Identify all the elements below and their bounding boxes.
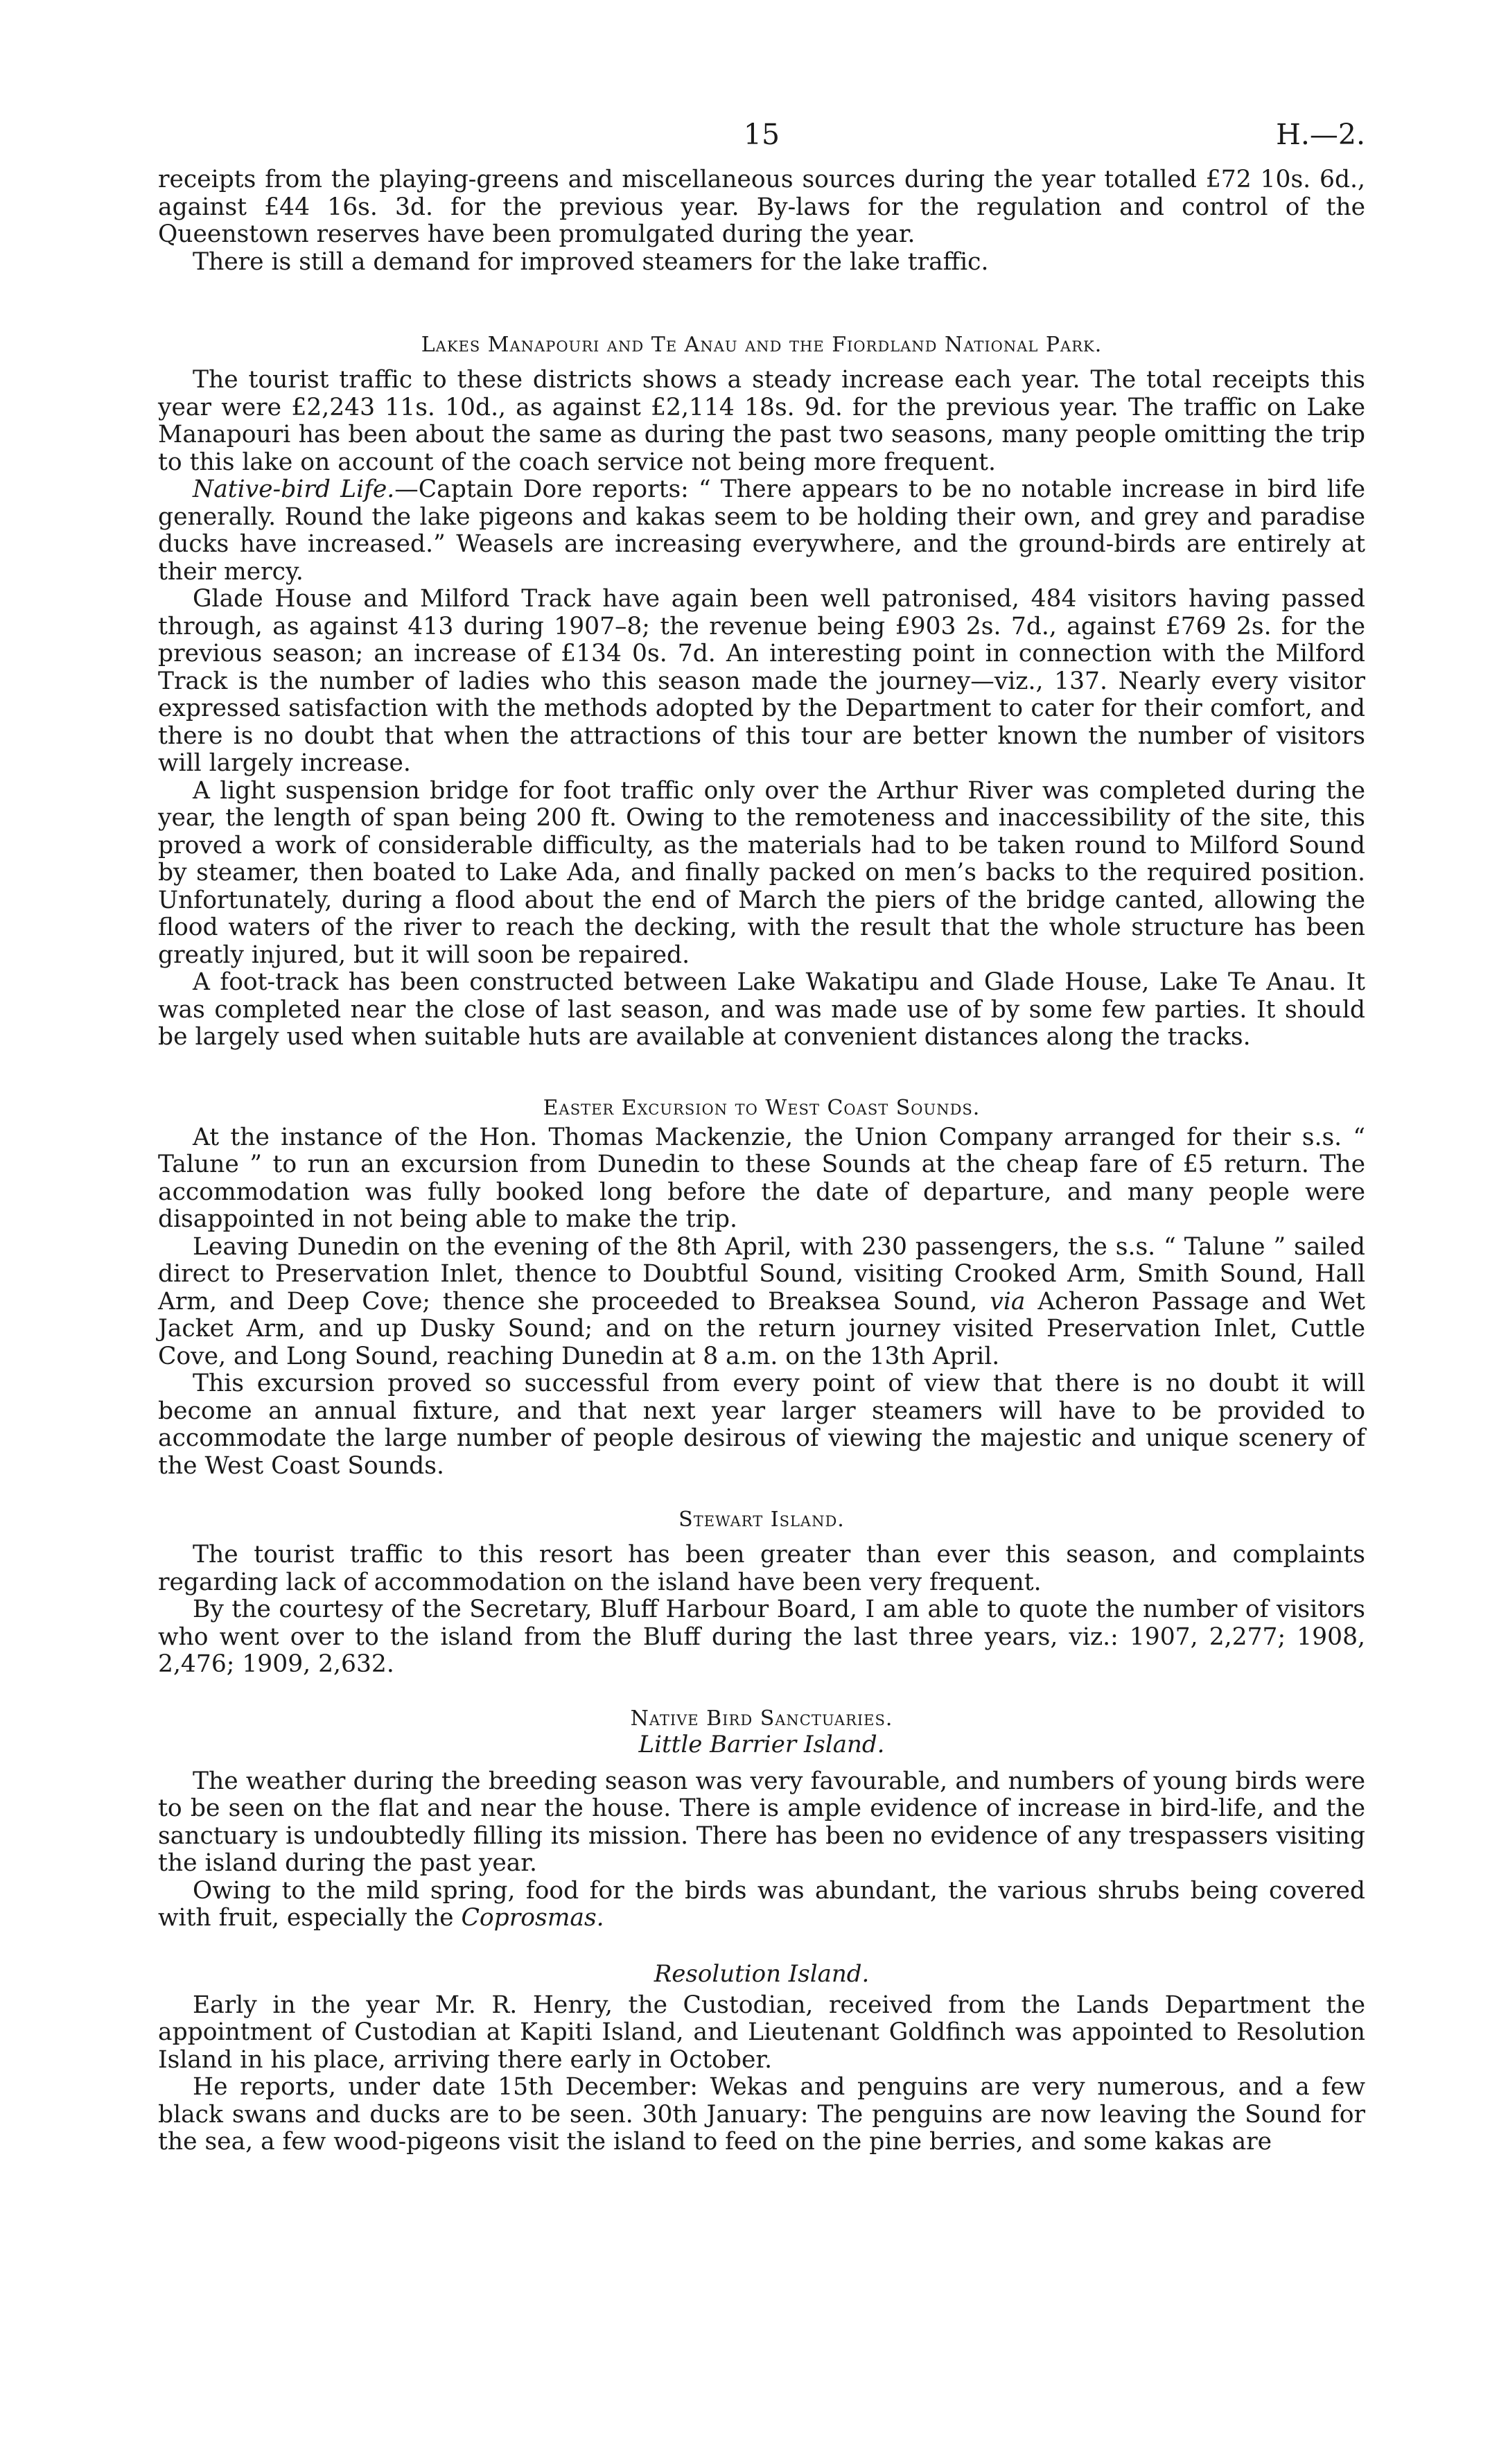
paragraph: There is still a demand for improved steamers for the lake traffic. — [193, 247, 989, 276]
paragraph — [158, 476, 1365, 586]
page-header — [158, 0, 1365, 166]
paragraph: At the instance of the Hon. Thomas Mackenzie, the Union Company arranged for their s.s. “ Talune ” to run an excursion from Dunedin to these Sounds at the cheap fare of £5 return. The accommodation was fully booked long before the date of departure, and many people were disappointed in not being able to make the trip. — [158, 1123, 1365, 1233]
section-heading: Stewart Island. — [678, 1508, 845, 1532]
document-reference: H.—2. — [1276, 118, 1365, 151]
paragraph: A light suspension bridge for foot traffic only over the Arthur River was completed during the year, the length of span being 200 ft. Owing to the remoteness and inaccessibility of the site, this proved a work of considerable difficulty, as the materials had to be taken round to Milford Sound by steamer, then boated to Lake Ada, and finally packed on men’s backs to the required position. Unfortunately, during a flood about the end of March the piers of the bridge canted, allowing the flood waters of the river to reach the decking, with the result that the whole structure has been greatly injured, but it will soon be repaired. — [158, 776, 1365, 969]
page-number: 15 — [743, 118, 780, 151]
paragraph-text: —Captain Dore reports: “ There appears to be no notable increase in bird life generally. Round the lake pigeons and kakas seem to be holding their own, and grey and paradise ducks have increased.” Weasels are increasing everywhere, and the ground-birds are entirely at their mercy. — [158, 475, 1366, 586]
paragraph — [158, 1234, 1365, 1371]
sanctuaries-section — [158, 1706, 1365, 2156]
paragraph: The tourist traffic to these districts shows a steady increase each year. The total receipts this year were £2,243 11s. 10d., as against £2,114 18s. 9d. for the previous year. The traffic on Lake Manapouri has been about the same as during the past two seasons, many people omitting the trip to this lake on account of the coach service not being more frequent. — [158, 366, 1365, 476]
section-heading: Easter Excursion to West Coast Sounds. — [543, 1095, 981, 1120]
paragraph: Glade House and Milford Track have again been well patronised, 484 visitors having passed through, as against 413 during 1907–8; the revenue being £903 2s. 7d., against £769 2s. for the previous season; an increase of £134 0s. 7d. An interesting point in connection with the Milford Track is the number of ladies who this season made the journey—viz., 137. Nearly every visitor expressed satisfaction with the methods adopted by the Department to cater for their comfort, and there is no doubt that when the attractions of this tour are better known the number of visitors will largely increase. — [158, 585, 1365, 777]
paragraph-emphasis: Coprosmas. — [461, 1904, 604, 1932]
manapouri-section — [158, 333, 1365, 1051]
stewart-section — [158, 1508, 1365, 1679]
paragraph — [158, 1878, 1365, 1932]
paragraph: This excursion proved so successful from every point of view that there is no doubt it will become an annual fixture, and that next year larger steamers will have to be provided to accommodate the large number of people desirous of viewing the majestic and unique scenery of the West Coast Sounds. — [158, 1370, 1365, 1480]
intro-section — [158, 166, 1365, 276]
paragraph: Early in the year Mr. R. Henry, the Custodian, received from the Lands Department the appointment of Custodian at Kapiti Island, and Lieutenant Goldfinch was appointed to Resolution Island in his place, arriving there early in October. — [158, 1991, 1365, 2074]
subsection-heading: Little Barrier Island. — [638, 1730, 885, 1758]
paragraph-text: Acheron Passage and Wet Jacket Arm, and up Dusky Sound; and on the return journey visited Preservation Inlet, Cuttle Cove, and Long Sound, reaching Dunedin at 8 a.m. on the 13th April. — [158, 1287, 1366, 1370]
section-heading: Lakes Manapouri and Te Anau and the Fiordland National Park. — [421, 333, 1103, 357]
easter-section — [158, 1096, 1365, 1480]
subsection-heading: Resolution Island. — [654, 1959, 870, 1988]
paragraph-text: Leaving Dunedin on the evening of the 8th April, with 230 passengers, the s.s. “ Talune ” sailed direct to Preservation Inlet, thence to Doubtful Sound, visiting Crooked Arm, Smith Sound, Hall Arm, and Deep Cove; thence she proceeded to Breaksea Sound, — [158, 1232, 1365, 1316]
section-heading: Native Bird Sanctuaries. — [630, 1706, 893, 1731]
paragraph: receipts from the playing-greens and miscellaneous sources during the year totalled £72 10s. 6d., against £44 16s. 3d. for the previous year. By-laws for the regulation and control of the Queenstown reserves have been promulgated during the year. — [158, 166, 1365, 248]
paragraph-text: Owing to the mild spring, food for the birds was abundant, the various shrubs being covered with fruit, especially the — [158, 1876, 1365, 1932]
paragraph: By the courtesy of the Secretary, Bluff Harbour Board, I am able to quote the number of visitors who went over to the island from the Bluff during the last three years, viz.: 1907, 2,277; 1908, 2,476; 1909, 2,632. — [158, 1596, 1365, 1678]
document-page — [158, 0, 1365, 2156]
paragraph-label: Native-bird Life. — [193, 475, 395, 503]
paragraph-emphasis: via — [990, 1287, 1026, 1316]
paragraph: The tourist traffic to this resort has been greater than ever this season, and complaints regarding lack of accommodation on the island have been very frequent. — [158, 1541, 1365, 1596]
paragraph: The weather during the breeding season was very favourable, and numbers of young birds were to be seen on the flat and near the house. There is ample evidence of increase in bird-life, and the sanctuary is undoubtedly filling its mission. There has been no evidence of any trespassers visiting the island during the past year. — [158, 1767, 1365, 1877]
paragraph: A foot-track has been constructed between Lake Wakatipu and Glade House, Lake Te Anau. It was completed near the close of last season, and was made use of by some few parties. It should be largely used when suitable huts are available at convenient distances along the tracks. — [158, 968, 1365, 1051]
paragraph: He reports, under date 15th December: Wekas and penguins are very numerous, and a few black swans and ducks are to be seen. 30th January: The penguins are now leaving the Sound for the sea, a few wood-pigeons visit the island to feed on the pine berries, and some kakas are — [158, 2073, 1365, 2156]
